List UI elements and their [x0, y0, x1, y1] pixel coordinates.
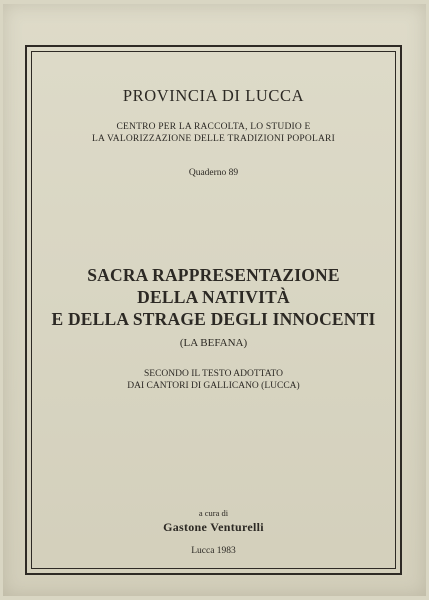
- edited-by-label: a cura di: [198, 508, 229, 518]
- title-line-1: SACRA RAPPRESENTAZIONE: [87, 265, 340, 285]
- subtitle: (LA BEFANA): [179, 337, 248, 349]
- editor-name: Gastone Venturelli: [163, 520, 264, 534]
- series-number: Quaderno 89: [188, 168, 239, 178]
- centre-line-1: CENTRO PER LA RACCOLTA, LO STUDIO E: [116, 122, 311, 132]
- publisher: PROVINCIA DI LUCCA: [122, 86, 305, 105]
- place-year: Lucca 1983: [191, 546, 236, 556]
- title-line-2: DELLA NATIVITÀ: [137, 287, 290, 307]
- source-line-2: DAI CANTORI DI GALLICANO (LUCCA): [127, 381, 300, 391]
- title-line-3: E DELLA STRAGE DEGLI INNOCENTI: [51, 309, 376, 329]
- centre-line-2: LA VALORIZZAZIONE DELLE TRADIZIONI POPOLARI: [92, 134, 335, 144]
- source-line-1: SECONDO IL TESTO ADOTTATO: [143, 369, 284, 379]
